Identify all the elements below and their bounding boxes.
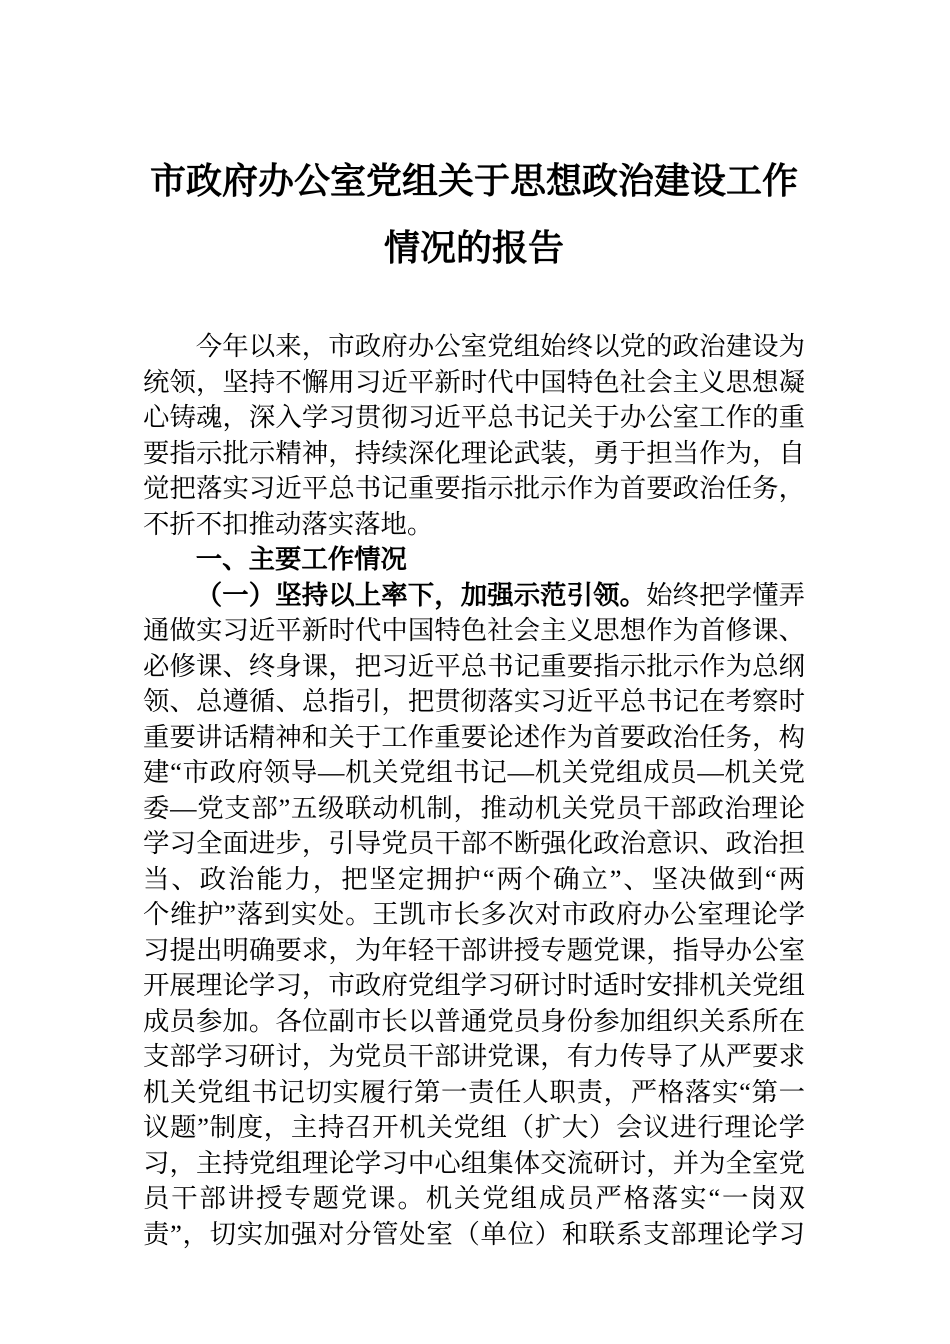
body-line: 心铸魂，深入学习贯彻习近平总书记关于办公室工作的重 bbox=[143, 402, 805, 432]
body-line: 责”，切实加强对分管处室（单位）和联系支部理论学习 bbox=[143, 1218, 805, 1249]
body-line: 机关党组书记切实履行第一责任人职责，严格落实“第一 bbox=[143, 1076, 805, 1107]
body-line: 统领，坚持不懈用习近平新时代中国特色社会主义思想凝 bbox=[143, 366, 805, 397]
title-line-1: 市政府办公室党组关于思想政治建设工作 bbox=[149, 161, 798, 201]
sub1-paragraph bbox=[143, 578, 805, 1253]
body-line: 委—党支部”五级联动机制，推动机关党员干部政治理论 bbox=[143, 792, 805, 823]
body-line: 习，主持党组理论学习中心组集体交流研讨，并为全室党 bbox=[143, 1147, 805, 1178]
body-line: 重要讲话精神和关于工作重要论述作为首要政治任务，构 bbox=[143, 721, 805, 752]
body-line: 今年以来，市政府办公室党组始终以党的政治建设为 bbox=[195, 331, 805, 361]
body-line: 不折不扣推动落实落地。 bbox=[143, 508, 434, 539]
body-line: 员干部讲授专题党课。机关党组成员严格落实“一岗双 bbox=[143, 1183, 805, 1213]
section-heading: 一、主要工作情况 bbox=[195, 544, 407, 574]
document-title bbox=[143, 148, 805, 282]
body-line: 习提出明确要求，为年轻干部讲授专题党课，指导办公室 bbox=[143, 934, 805, 965]
body-line: 学习全面进步，引导党员干部不断强化政治意识、政治担 bbox=[143, 828, 805, 858]
body-line: 领、总遵循、总指引，把贯彻落实习近平总书记在考察时 bbox=[143, 686, 805, 716]
document-body bbox=[143, 329, 805, 1252]
body-line: 必修课、终身课，把习近平总书记重要指示批示作为总纲 bbox=[143, 650, 805, 681]
body-line: 当、政治能力，把坚定拥护“两个确立”、坚决做到“两 bbox=[143, 863, 805, 894]
body-line: 通做实习近平新时代中国特色社会主义思想作为首修课、 bbox=[143, 615, 805, 645]
body-line bbox=[143, 578, 805, 614]
sub1-line1-rest: 始终把学懂弄 bbox=[646, 579, 806, 610]
body-line: 成员参加。各位副市长以普通党员身份参加组织关系所在 bbox=[143, 1005, 805, 1036]
sub1-lead-sentence: （一）坚持以上率下，加强示范引领。 bbox=[195, 579, 647, 610]
body-line: 建“市政府领导—机关党组书记—机关党组成员—机关党 bbox=[143, 757, 805, 787]
body-line: 开展理论学习，市政府党组学习研讨时适时安排机关党组 bbox=[143, 970, 805, 1000]
body-line: 个维护”落到实处。王凯市长多次对市政府办公室理论学 bbox=[143, 899, 805, 929]
title-line-2: 情况的报告 bbox=[383, 228, 564, 268]
body-line: 议题”制度，主持召开机关党组（扩大）会议进行理论学 bbox=[143, 1112, 805, 1142]
body-line: 觉把落实习近平总书记重要指示批示作为首要政治任务， bbox=[143, 473, 805, 503]
intro-paragraph bbox=[143, 329, 805, 542]
body-line: 支部学习研讨，为党员干部讲党课，有力传导了从严要求 bbox=[143, 1041, 805, 1071]
body-line: 要指示批示精神，持续深化理论武装，勇于担当作为，自 bbox=[143, 437, 805, 468]
